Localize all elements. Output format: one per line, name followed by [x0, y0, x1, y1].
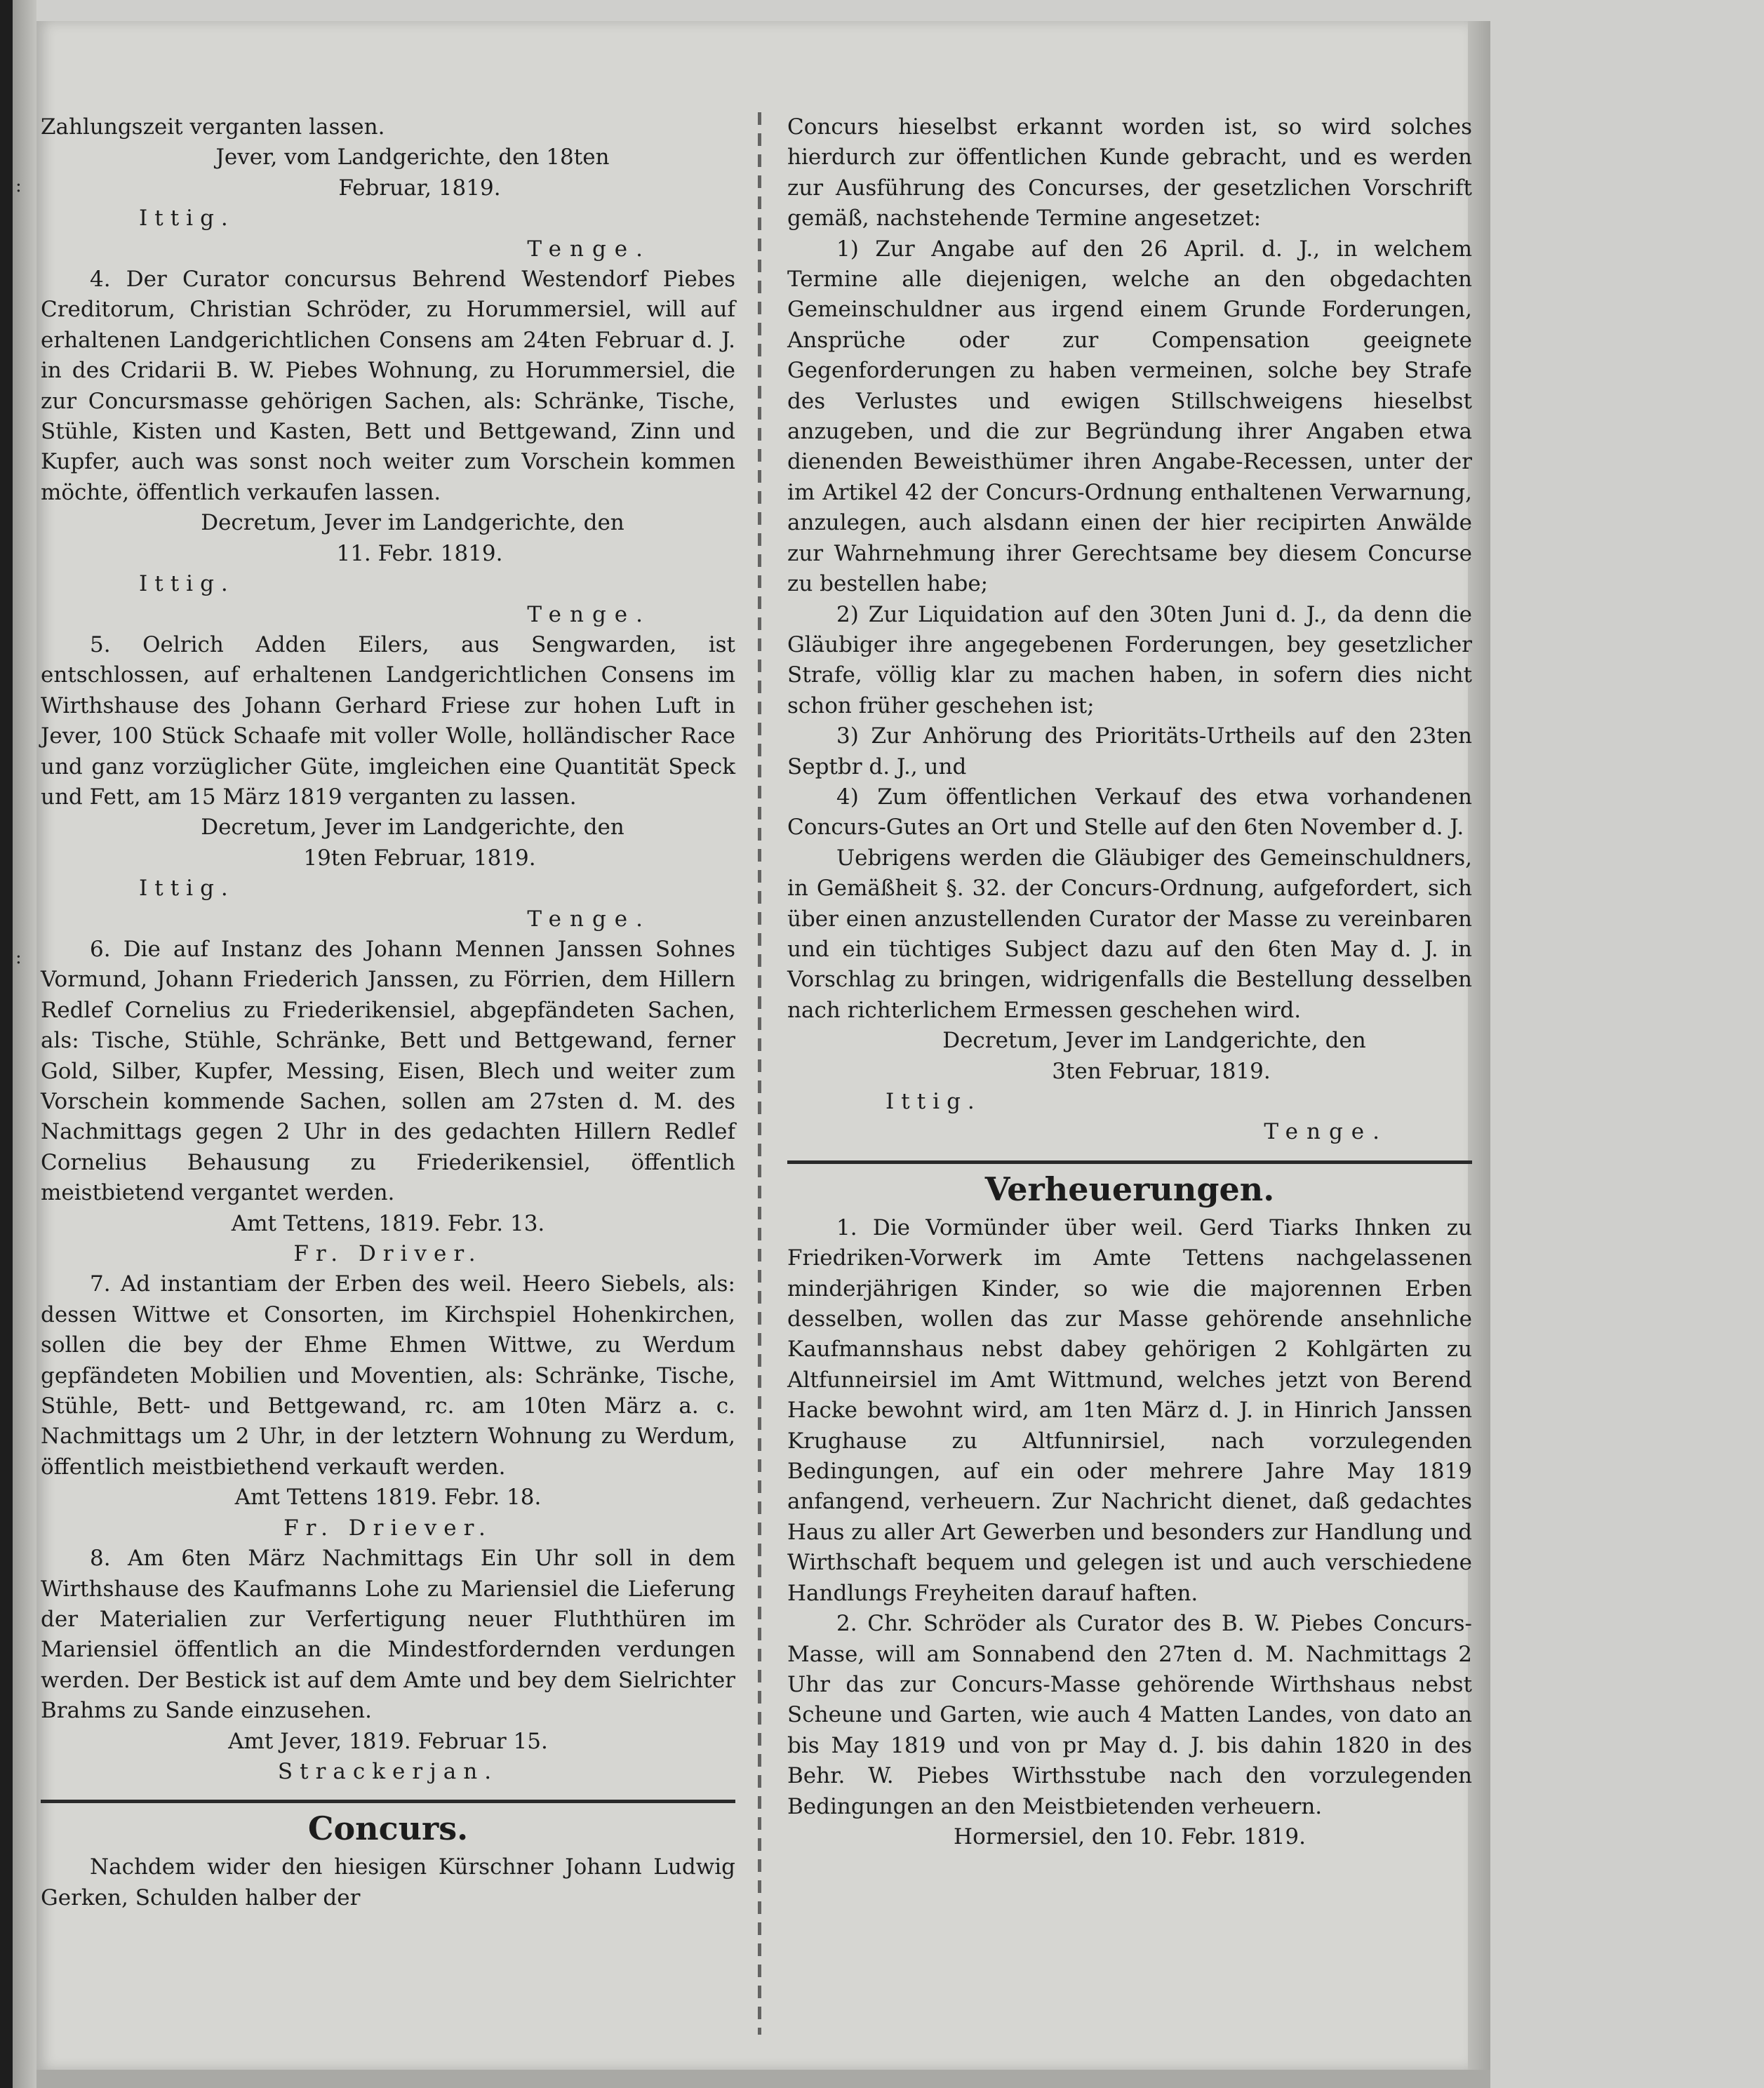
scanner-edge: [0, 0, 13, 2088]
page-edge-bottom: [36, 2070, 1490, 2088]
dateline: 3ten Februar, 1819.: [1052, 1058, 1271, 1084]
dateline: Decretum, Jever im Landgerichte, den: [942, 1028, 1366, 1054]
dateline: Amt Jever, 1819. Februar 15.: [228, 1728, 548, 1754]
dateline: Decretum, Jever im Landgerichte, den: [201, 510, 624, 536]
term-item: 4) Zum öffentlichen Verkauf des etwa vorhandenen Concurs-Gutes an Ort und Stelle auf den 6ten November d. J.: [787, 784, 1472, 841]
notice-paragraph: Uebrigens werden die Gläubiger des Gemeinschuldners, in Gemäßheit §. 32. der Concurs-Ordnung, aufgefordert, sich über einen anzustellenden Curator der Masse zu vereinbaren und ein tüchtiges Subject dazu auf den 6ten May d. J. in Vorschlag zu bringen, widrigenfalls die Bestellung desselben nach richterlichem Ermessen geschehen wird.: [787, 845, 1472, 1023]
signature: Ittig.: [139, 571, 235, 597]
signature: Ittig.: [886, 1089, 982, 1114]
term-item: 2) Zur Liquidation auf den 30ten Juni d. J., da denn die Gläubiger ihre angegebenen Forderungen, bey gesetzlicher Strafe, völlig klar zu machen haben, in sofern dies nicht schon früher geschehen ist;: [787, 601, 1472, 718]
dateline: 11. Febr. 1819.: [336, 540, 503, 566]
previous-page-margin: [13, 0, 36, 2088]
right-column: [787, 112, 1472, 1852]
section-rule: [41, 1800, 735, 1803]
dateline: Hormersiel, den 10. Febr. 1819.: [954, 1823, 1306, 1849]
signature: Ittig.: [139, 876, 235, 902]
dateline: Februar, 1819.: [338, 175, 501, 201]
notice-paragraph: Concurs hieselbst erkannt worden ist, so wird solches hierdurch zur öffentlichen Kunde gebracht, und es werden zur Ausführung des Concurses, der gesetzlichen Vorschrift gemäß, nachstehende Termine angesetzet:: [787, 114, 1472, 232]
notice-paragraph: 8. Am 6ten März Nachmittags Ein Uhr soll in dem Wirthshause des Kaufmanns Lohe zu Mariensiel die Lieferung der Materialien zur Verfertigung neuer Fluththüren im Mariensiel öffentlich an die Mindestfordernden verdungen werden. Der Bestick ist auf dem Amte und bey dem Sielrichter Brahms zu Sande einzusehen.: [41, 1546, 735, 1724]
signature: Fr. Driever.: [283, 1515, 493, 1541]
signature: Fr. Driver.: [293, 1241, 483, 1267]
term-item: 1) Zur Angabe auf den 26 April. d. J., in welchem Termine alle diejenigen, welche an den obgedachten Gemeinschuldner aus irgend einem Grunde Forderungen, Ansprüche oder zur Compensation geeignete Gegenforderungen zu haben vermeinen, solche bey Strafe des Verlustes und ewigen Stillschweigens hieselbst anzugeben, und die zur Begründung ihrer Angaben etwa dienenden Beweisthümer ihren Angabe-Recessen, unter der im Artikel 42 der Concurs-Ordnung enthaltenen Verwarnung, anzulegen, auch alsdann einen der hier recipirten Anwälde zur Wahrnehmung ihrer Gerechtsame bey diesem Concurse zu bestellen habe;: [787, 236, 1472, 597]
column-divider: [758, 112, 761, 2035]
term-item: 3) Zur Anhörung des Prioritäts-Urtheils auf den 23ten Septbr d. J., und: [787, 723, 1472, 779]
notice-paragraph: 6. Die auf Instanz des Johann Mennen Janssen Sohnes Vormund, Johann Friederich Janssen, zu Förrien, dem Hillern Redlef Cornelius zu Friederikensiel, abgepfändeten Sachen, als: Tische, Stühle, Schränke, Bett und Bettgewand, ferner Gold, Silber, Kupfer, Messing, Eisen, Blech und weiter zum Vorschein kommende Sachen, sollen am 27sten d. M. des Nachmittags gegen 2 Uhr in des gedachten Hillern Redlef Cornelius Behausung zu Friederikensiel, öffentlich meistbietend vergantet werden.: [41, 936, 735, 1206]
bleed-mark: :: [15, 175, 22, 196]
dateline: 19ten Februar, 1819.: [303, 845, 536, 871]
signature: Tenge.: [527, 906, 651, 932]
notice-paragraph: Nachdem wider den hiesigen Kürschner Johann Ludwig Gerken, Schulden halber der: [41, 1854, 735, 1910]
notice-paragraph: 7. Ad instantiam der Erben des weil. Heero Siebels, als: dessen Wittwe et Consorten, im Kirchspiel Hohenkirchen, sollen die bey der Ehme Ehmen Wittwe, zu Werdum gepfändeten Mobilien und Moventien, als: Schränke, Tische, Stühle, Bett- und Bettgewand, rc. am 10ten März a. c. Nachmittags um 2 Uhr, in der letztern Wohnung zu Werdum, öffentlich meistbiethend verkauft werden.: [41, 1271, 735, 1480]
dateline: Jever, vom Landgerichte, den 18ten: [215, 145, 610, 170]
bleed-mark: :: [15, 947, 22, 968]
notice-paragraph: 4. Der Curator concursus Behrend Westendorf Piebes Creditorum, Christian Schröder, zu Horummersiel, will auf erhaltenen Landgerichtlichen Consens am 24ten Februar d. J. in des Cridarii B. W. Piebes Wohnung, zu Horummersiel, die zur Concursmasse gehörigen Sachen, als: Schränke, Tische, Stühle, Kisten und Kasten, Bett und Bettgewand, Zinn und Kupfer, auch was sonst noch weiter zum Vorschein kommen möchte, öffentlich verkaufen lassen.: [41, 267, 735, 505]
signature: Strackerjan.: [277, 1758, 499, 1784]
dateline: Amt Tettens, 1819. Febr. 13.: [231, 1210, 545, 1236]
signature: Ittig.: [139, 206, 235, 232]
dateline: Amt Tettens 1819. Febr. 18.: [234, 1485, 542, 1511]
section-heading-verheuerungen: Verheuerungen.: [984, 1170, 1275, 1208]
section-heading-concurs: Concurs.: [307, 1809, 469, 1848]
signature: Tenge.: [527, 236, 651, 262]
notice-paragraph: 2. Chr. Schröder als Curator des B. W. Piebes Concurs-Masse, will am Sonnabend den 27ten d. M. Nachmittags 2 Uhr das zur Concurs-Masse gehörende Wirthshaus nebst Scheune und Garten, wie auch 4 Matten Landes, von dato an bis May 1819 und von pr May d. J. bis dahin 1820 in des Behr. W. Piebes Wirthsstube nach den vorzulegenden Bedingungen an den Meistbietenden verheuern.: [787, 1611, 1472, 1819]
left-column: [41, 112, 735, 1913]
notice-paragraph: 1. Die Vormünder über weil. Gerd Tiarks Ihnken zu Friedriken-Vorwerk im Amte Tettens nachgelassenen minderjährigen Kinder, so wie die majorennen Erben desselben, wollen das zur Masse gehörende ansehnliche Kaufmannshaus nebst dabey gehörigen 2 Kohlgärten zu Altfunneirsiel im Amt Wittmund, welches jetzt von Berend Hacke bewohnt wird, am 1ten März d. J. in Hinrich Janssen Krughause zu Altfunnirsiel, nach vorzulegenden Bedingungen, auf ein oder mehrere Jahre May 1819 anfangend, verheuern. Zur Nachricht dienet, daß gedachtes Haus zu aller Art Gewerben und besonders zur Handlung und Wirthschaft bequem und gelegen ist und auch verschiedene Handlungs Freyheiten darauf haften.: [787, 1214, 1472, 1606]
signature: Tenge.: [1264, 1119, 1388, 1145]
section-rule: [787, 1160, 1472, 1164]
dateline: Decretum, Jever im Landgerichte, den: [201, 815, 624, 841]
notice-paragraph: 5. Oelrich Adden Eilers, aus Sengwarden, ist entschlossen, auf erhaltenen Landgerichtlichen Consens im Wirthshause des Johann Gerhard Friese zur hohen Luft in Jever, 100 Stück Schaafe mit voller Wolle, holländischer Race und ganz vorzüglicher Güte, imgleichen eine Quantität Speck und Fett, am 15 März 1819 verganten zu lassen.: [41, 631, 735, 810]
signature: Tenge.: [527, 601, 651, 627]
text-line: Zahlungszeit verganten lassen.: [41, 114, 385, 140]
